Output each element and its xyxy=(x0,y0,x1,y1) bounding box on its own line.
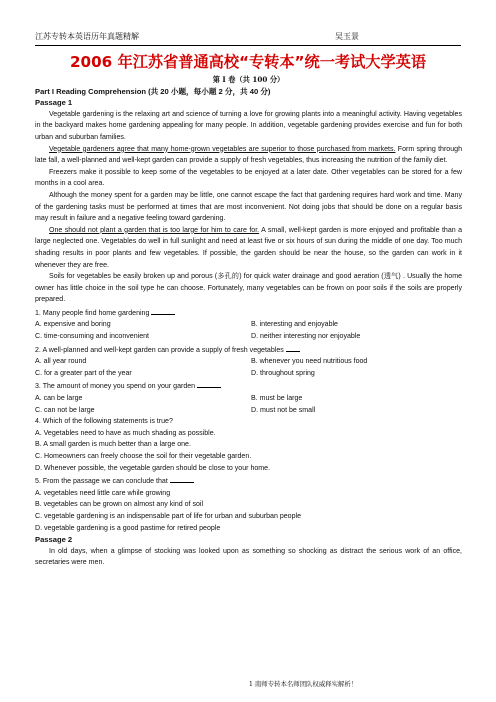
question-5 xyxy=(35,474,462,488)
exam-title: 2006 年江苏省普通高校“专转本”统一考试大学英语 xyxy=(69,53,427,71)
question-2 xyxy=(35,343,462,357)
answer-blank xyxy=(286,343,300,352)
answer-blank xyxy=(170,474,194,483)
options-row xyxy=(35,405,462,417)
options-row xyxy=(35,356,462,368)
passage1-paragraph: Although the money spent for a garden may be little, one cannot escape the fact that gardening requires hard work and time. Many of the gardening tasks must be performed at times that are most inconvenient. Not doing jobs that should be done on a regular basis may result in failure and a negative feeling toward gardening. xyxy=(35,191,462,223)
part-heading: Part I Reading Comprehension (共 20 小题，每小题 2 分，共 40 分) xyxy=(35,86,271,96)
option-a: A. Vegetables need to have as much shading as possible. xyxy=(35,429,216,437)
option-d: D. Whenever possible, the vegetable garden should be close to your home. xyxy=(35,464,271,472)
document-body xyxy=(35,74,462,569)
options-row xyxy=(35,319,462,331)
volume-heading: 第 I 卷（共 100 分） xyxy=(212,75,285,84)
question-stem: 2. A well-planned and well-kept garden can provide a supply of fresh vegetables xyxy=(35,346,284,354)
option-a: A. all year round xyxy=(35,358,87,366)
question-3 xyxy=(35,379,462,393)
header-author: 吴玉景 xyxy=(335,32,359,41)
option-b: B. interesting and enjoyable xyxy=(251,321,338,329)
option-d: D. vegetable gardening is a good pastime for retired people xyxy=(35,524,221,532)
question-stem: 1. Many people find home gardening xyxy=(35,309,150,317)
options-row xyxy=(35,393,462,405)
passage1-paragraph: Freezers make it possible to keep some of the vegetables to be enjoyed at a later date. Other vegetables can be stored for a few months in a cool area. xyxy=(35,168,462,188)
passage1-paragraph: Vegetable gardening is the relaxing art and science of turning a love for growing plants into a meaningful activity. Having vegetables in the backyard makes home gardening appealing for many people. In addition, vegetable gardening provides exercise and fun for both urban and suburban families. xyxy=(35,110,462,141)
option-d: D. throughout spring xyxy=(251,369,315,377)
passage1-paragraph xyxy=(35,144,462,167)
paragraph-text: A small, well-kept garden is more enjoyed and profitable than a large neglected one. Vegetables do well in full sunlight and need at least five or six hours of sun during the middle of one day. Too much shading results in poor plants and few vegetables. If possible, the garden should be near the house, so the garden can work in it whenever they are free. xyxy=(35,226,462,269)
option-d: D. neither interesting nor enjoyable xyxy=(251,333,361,341)
passage1-label: Passage 1 xyxy=(35,98,73,108)
answer-blank xyxy=(197,379,221,388)
option-c: C. can not be large xyxy=(35,406,95,414)
passage1-paragraph xyxy=(35,225,462,271)
passage2-paragraph: In old days, when a glimpse of stocking was looked upon as something so shocking as distract the serious work of an office, secretaries were men. xyxy=(35,547,462,567)
option-d: D. must not be small xyxy=(251,406,316,414)
underlined-sentence: One should not plant a garden that is too large for him to care for. xyxy=(49,226,260,234)
option-b: B. A small garden is much better than a large one. xyxy=(35,441,191,449)
option-c: C. time-consuming and inconvenient xyxy=(35,333,149,341)
underlined-sentence: Vegetable gardeners agree that many home-grown vegetables are superior to those purchased from markets. xyxy=(49,145,396,153)
options-row xyxy=(35,331,462,343)
options-row xyxy=(35,368,462,380)
answer-blank xyxy=(151,306,175,315)
option-c: C. for a greater part of the year xyxy=(35,369,132,377)
option-b: B. vegetables can be grown on almost any kind of soil xyxy=(35,501,204,509)
option-a: A. can be large xyxy=(35,395,83,403)
option-b: B. must be large xyxy=(251,395,303,403)
option-c: C. vegetable gardening is an indispensable part of life for urban and suburban people xyxy=(35,512,302,520)
option-b: B. whenever you need nutritious food xyxy=(251,358,368,366)
page-footer: 1 南师专转本名师团队权威释实解析！ xyxy=(248,680,358,688)
passage2-label: Passage 2 xyxy=(35,535,73,545)
page-header xyxy=(35,31,461,46)
question-stem: 5. From the passage we can conclude that xyxy=(35,478,168,486)
option-c: C. Homeowners can freely choose the soil for their vegetable garden. xyxy=(35,453,252,460)
header-book-title: 江苏专转本英语历年真题精解 xyxy=(35,32,139,41)
option-a: A. vegetables need little care while growing xyxy=(35,489,171,497)
question-1 xyxy=(35,306,462,320)
question-4: 4. Which of the following statements is true? xyxy=(35,418,173,426)
option-a: A. expensive and boring xyxy=(35,321,111,329)
passage1-paragraph: Soils for vegetables be easily broken up and porous (多孔的) for quick water drainage and good aeration (透气) . Usually the home owner has little choice in the soil type he can choose. Fortunately, many vegetables can be frown on poor soils if the soils are properly prepared. xyxy=(35,273,462,304)
paragraph-text: Form spring through late fall, a well-planned and well-kept garden can provide a supply of fresh vegetables, thus increasing the nutrition of the family diet. xyxy=(35,145,462,165)
question-stem: 3. The amount of money you spend on your garden xyxy=(35,383,196,391)
